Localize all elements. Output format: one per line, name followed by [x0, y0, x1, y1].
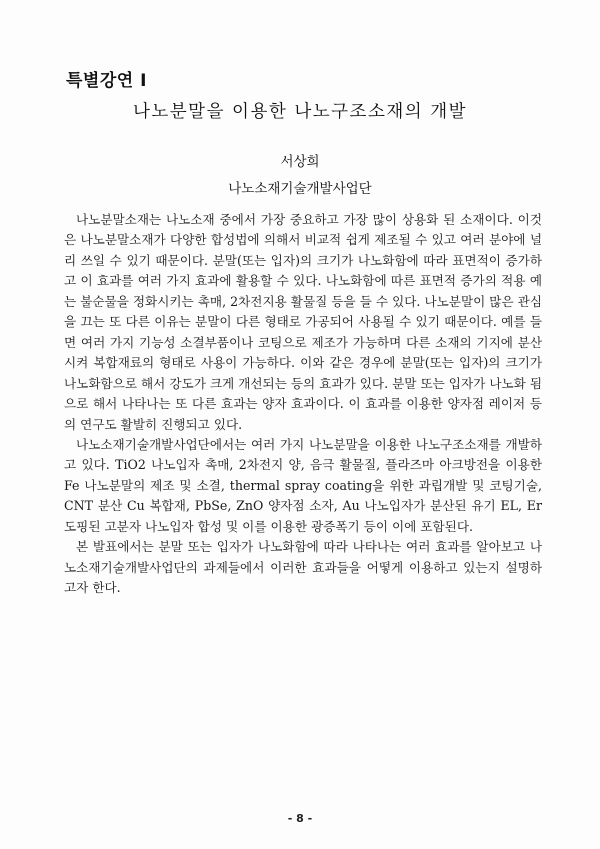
paragraph-3: 본 발표에서는 분말 또는 입자가 나노화함에 따라 나타나는 여러 효과를 알아보고 나노소재기술개발사업단의 과제들에서 이러한 효과들을 어떻게 이용하고 있는지 설명하고자 한다. — [64, 539, 542, 596]
author-affiliation: 나노소재기술개발사업단 — [228, 181, 372, 197]
author-name: 서상희 — [280, 154, 320, 170]
paragraph-2: 나노소재기술개발사업단에서는 여러 가지 나노분말을 이용한 나노구조소재를 개발하고 있다. TiO2 나노입자 촉매, 2차전지 양, 음극 활물질, 플라즈마 아크방전을 이용한 Fe 나노분말의 제조 및 소결, thermal spray coating을 위한 과립개발 및 코팅기술, CNT 분산 Cu 복합재, PbSe, ZnO 양자점 소자, Au 나노입자가 분산된 유기 EL, Er 도핑된 고분자 나노입자 합성 및 이를 이용한 광증폭기 등이 이에 포함된다. — [64, 436, 542, 534]
paragraph-1: 나노분말소재는 나노소재 중에서 가장 중요하고 가장 많이 상용화 된 소재이다. 이것은 나노분말소재가 다양한 합성법에 의해서 비교적 쉽게 제조될 수 있고 여러 분야에 널리 쓰일 수 있기 때문이다. 분말(또는 입자)의 크기가 나노화함에 따라 표면적이 증가하고 이 효과를 여러 가지 효과에 활용할 수 있다. 나노화함에 따른 표면적 증가의 적용 예는 불순물을 정화시키는 촉매, 2차전지용 활물질 등을 들 수 있다. 나노분말이 많은 관심을 끄는 또 다른 이유는 분말이 다른 형태로 가공되어 사용될 수 있기 때문이다. 예를 들면 여러 가지 기능성 소결부품이나 코팅으로 제조가 가능하며 다른 소재의 기지에 분산시켜 복합재료의 형태로 사용이 가능하다. 이와 같은 경우에 분말(또는 입자)의 크기가 나노화함으로 해서 강도가 크게 개선되는 등의 효과가 있다. 분말 또는 입자가 나노화 됨으로 해서 나타나는 또 다른 효과는 양자 효과이다. 이 효과를 이용한 양자점 레이저 등의 연구도 활발히 진행되고 있다. — [64, 212, 542, 432]
section-label: 특별강연 I — [66, 71, 147, 91]
abstract-body — [64, 210, 542, 599]
page-title: 나노분말을 이용한 나노구조소재의 개발 — [132, 102, 468, 122]
page-number: - 8 - — [287, 812, 313, 825]
